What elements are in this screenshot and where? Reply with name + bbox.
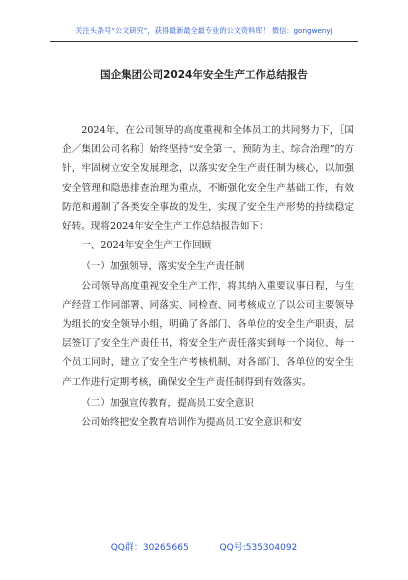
footer-qq-number: QQ号:535304092 (219, 543, 298, 553)
document-title: 国企集团公司2024年安全生产工作总结报告 (100, 69, 308, 81)
document-body (62, 121, 354, 432)
header-divider (50, 41, 358, 42)
body-paragraph: 公司领导高度重视安全生产工作，将其纳入重要议事日程，与生产经营工作同部署、同落实、同检查、同考核成立了以公司主要领导为组长的安全领导小组，明确了各部门、各单位的安全生产职责，层层签订了安全生产责任书，将安全生产责任落实到每一个岗位、每一个员工同时，建立了安全生产考核机制，对各部门、各单位的安全生产工作进行定期考核，确保安全生产责任制得到有效落实。 (62, 280, 354, 388)
section-heading: 一、2024年安全生产工作回顾 (81, 240, 212, 252)
header-banner: 关注头条号“公文研究”，获得最新最全最专业的公文资料库！ 微信：gongwenyj (75, 26, 333, 35)
subsection-heading: （二）加强宣传教育，提高员工安全意识 (81, 397, 254, 409)
body-paragraph: 公司始终把安全教育培训作为提高员工安全意识和安 (81, 417, 302, 429)
footer-contact (0, 540, 408, 553)
subsection-heading: （一）加强领导，落实安全生产责任制 (81, 261, 245, 273)
intro-paragraph: 2024年，在公司领导的高度重视和全体员工的共同努力下，［国企／集团公司名称］始终坚持“安全第一、预防为主、综合治理”的方针，牢固树立安全发展理念，以落实安全生产责任制为核心，以加强安全管理和隐患排查治理为重点，不断强化安全生产基础工作，有效防范和遏制了各类安全事故的发生，实现了安全生产形势的持续稳定好转。现将2024年安全生产工作总结报告如下： (62, 125, 354, 233)
footer-qq-group: QQ群：30265665 (110, 543, 189, 553)
